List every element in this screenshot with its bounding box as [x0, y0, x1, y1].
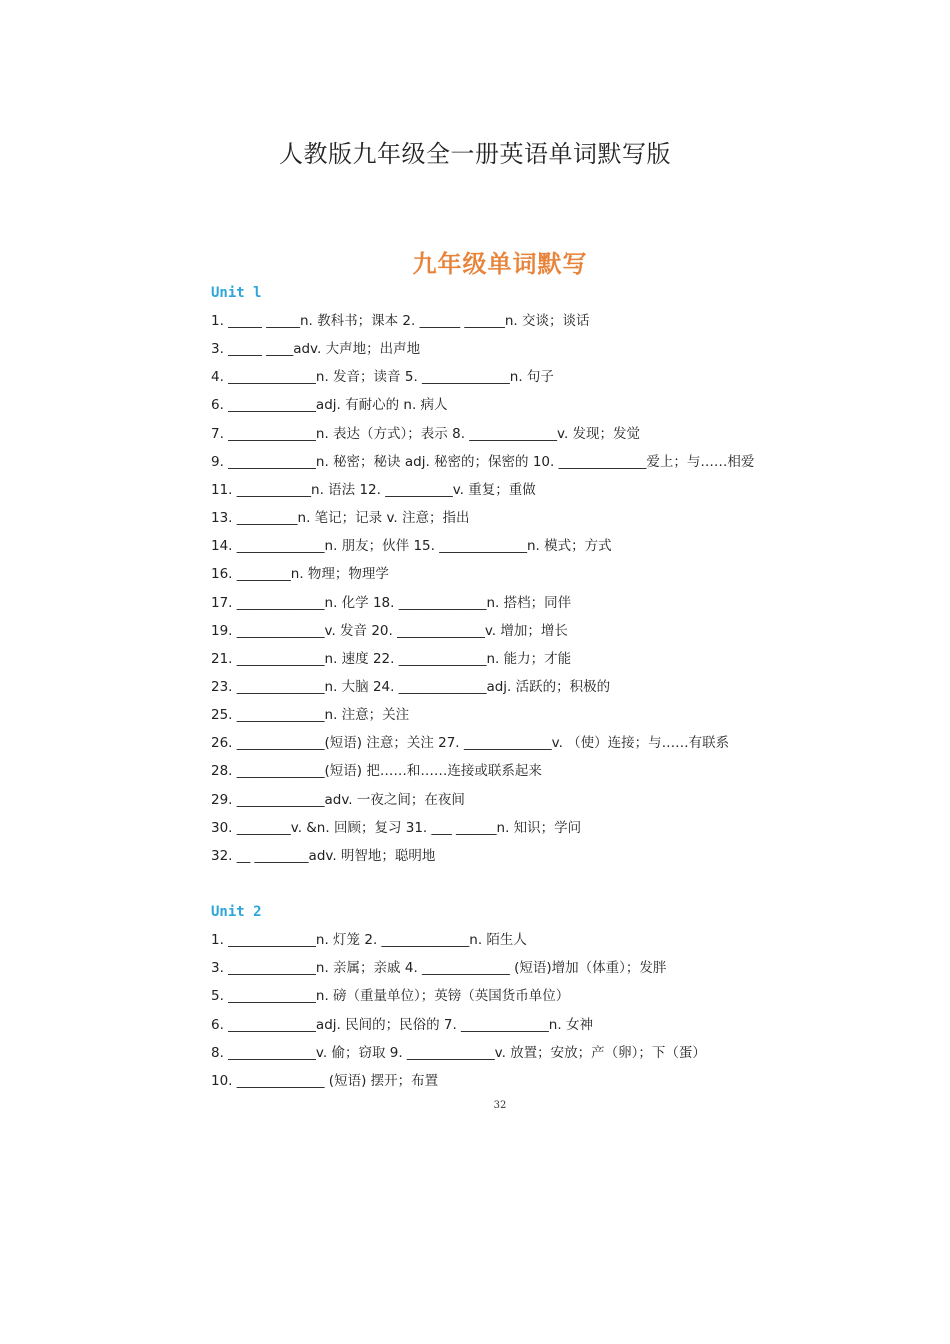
vocab-line: 1. _____________n. 灯笼 2. _____________n. 陌生人 — [211, 932, 527, 948]
vocab-line: 9. _____________n. 秘密；秘诀 adj. 秘密的；保密的 10. _____________爱上；与……相爱 — [211, 453, 755, 470]
section-title: 九年级单词默写 — [412, 250, 588, 278]
vocab-line: 13. _________n. 笔记；记录 v. 注意；指出 — [211, 510, 470, 527]
vocab-line: 3. _____________n. 亲属；亲戚 4. _____________ (短语)增加（体重）；发胖 — [211, 960, 667, 977]
vocab-line: 1. _____ _____n. 教科书；课本 2. ______ ______n. 交谈；谈话 — [211, 313, 590, 329]
document-title: 人教版九年级全一册英语单词默写版 — [279, 140, 671, 168]
vocab-line: 32. __ ________adv. 明智地；聪明地 — [211, 847, 436, 864]
vocab-line: 25. _____________n. 注意；关注 — [211, 707, 410, 724]
page-number: 32 — [493, 1100, 507, 1111]
vocab-line: 7. _____________n. 表达（方式）；表示 8. _____________v. 发现；发觉 — [211, 425, 641, 442]
vocab-line: 4. _____________n. 发音；读音 5. _____________n. 句子 — [211, 369, 554, 386]
unit-2-heading: Unit 2 — [211, 904, 262, 920]
vocab-line: 5. _____________n. 磅（重量单位）；英镑（英国货币单位） — [211, 988, 570, 1005]
vocab-line: 21. _____________n. 速度 22. _____________n. 能力；才能 — [211, 650, 572, 667]
vocab-line: 30. ________v. &n. 回顾；复习 31. ___ ______n. 知识；学问 — [211, 819, 582, 836]
vocab-line: 3. _____ ____adv. 大声地；出声地 — [211, 341, 421, 358]
vocab-line: 11. ___________n. 语法 12. __________v. 重复；重做 — [211, 481, 536, 498]
vocab-line: 17. _____________n. 化学 18. _____________n. 搭档；同伴 — [211, 594, 572, 611]
vocab-line: 29. _____________adv. 一夜之间；在夜间 — [211, 791, 465, 808]
vocab-line: 23. _____________n. 大脑 24. _____________adj. 活跃的；积极的 — [211, 678, 611, 695]
vocab-line: 10. _____________ (短语) 摆开；布置 — [211, 1073, 439, 1089]
vocab-line: 8. _____________v. 偷；窃取 9. _____________v. 放置；安放；产（卵）；下（蛋） — [211, 1044, 706, 1061]
vocab-line: 6. _____________adj. 有耐心的 n. 病人 — [211, 397, 448, 414]
vocab-line: 19. _____________v. 发音 20. _____________v. 增加；增长 — [211, 622, 568, 639]
unit-1-heading: Unit l — [211, 285, 262, 301]
vocab-line: 26. _____________(短语) 注意；关注 27. _____________v. （使）连接；与……有联系 — [211, 735, 730, 752]
vocab-line: 6. _____________adj. 民间的；民俗的 7. _____________n. 女神 — [211, 1016, 593, 1033]
vocab-line: 28. _____________(短语) 把……和……连接或联系起来 — [211, 763, 542, 780]
vocab-line: 14. _____________n. 朋友；伙伴 15. _____________n. 模式；方式 — [211, 538, 612, 555]
vocab-line: 16. ________n. 物理；物理学 — [211, 566, 389, 583]
